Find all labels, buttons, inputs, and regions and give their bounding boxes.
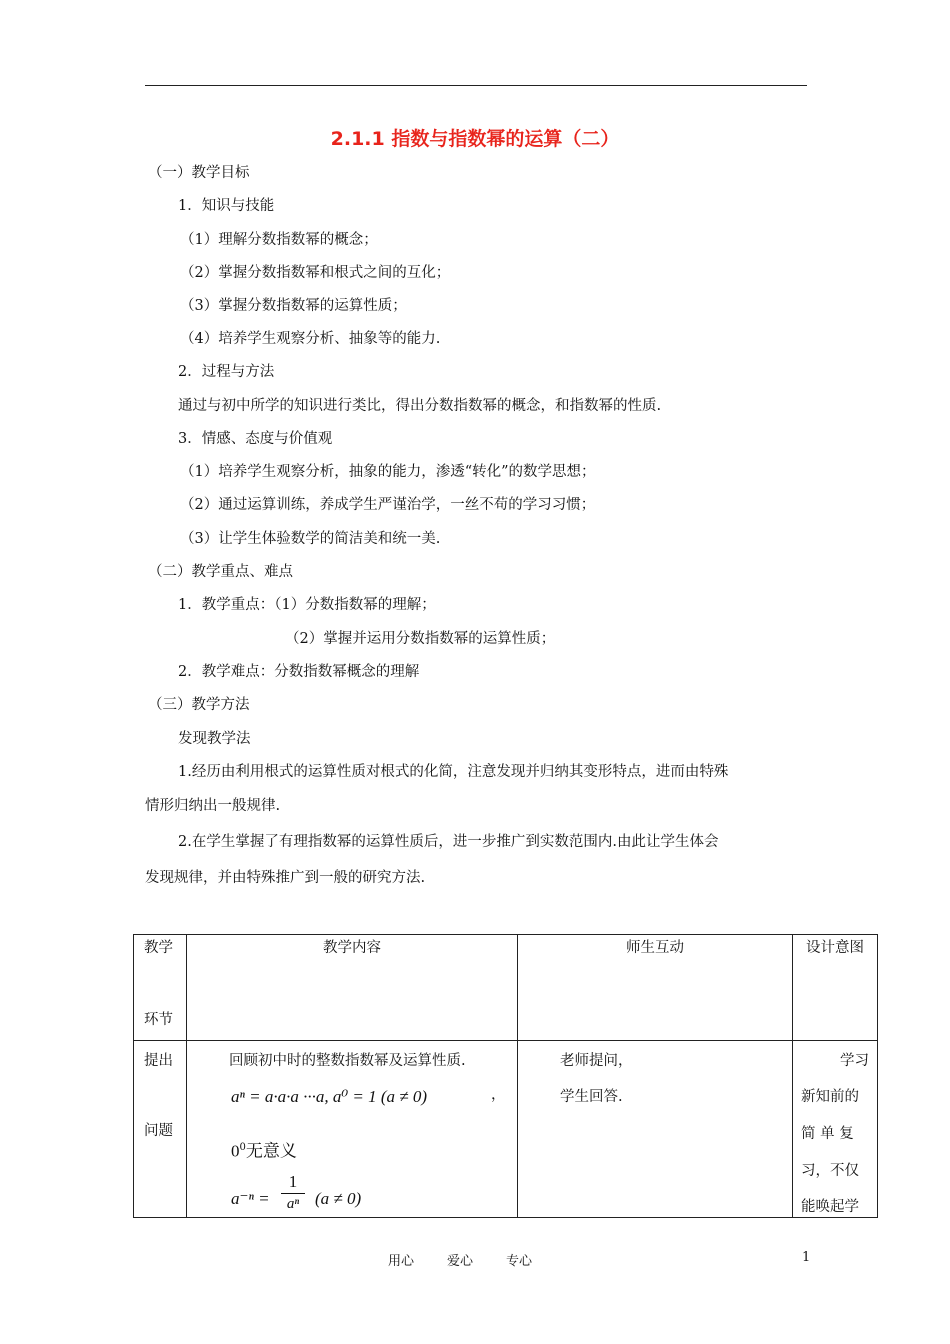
- row1-interaction-line2: 学生回答.: [560, 1089, 623, 1105]
- formula-zero-power: [231, 1138, 297, 1162]
- header-rule: [145, 85, 807, 86]
- paragraph: 发现规律，并由特殊推广到一般的研究方法.: [145, 870, 426, 886]
- list-item: （4）培养学生观察分析、抽象等的能力.: [180, 331, 441, 347]
- footer-motto-3: 专心: [506, 1254, 533, 1269]
- section-methods: （三）教学方法: [148, 697, 250, 713]
- header-content: 教学内容: [323, 940, 381, 956]
- list-item: （1）理解分数指数幂的概念；: [180, 232, 378, 248]
- lesson-table: [133, 934, 878, 1218]
- header-cell-content: [187, 935, 518, 1041]
- list-item: （2）通过运算训练，养成学生严谨治学，一丝不苟的学习习惯；: [180, 497, 596, 513]
- paragraph: 2.在学生掌握了有理指数幂的运算性质后，进一步推广到实数范围内.由此让学生体会: [178, 834, 719, 850]
- header-cell-interaction: [518, 935, 793, 1041]
- page-number: 1: [802, 1250, 811, 1265]
- formula-comma: ，: [491, 1087, 506, 1103]
- fraction-denominator: aⁿ: [286, 1196, 300, 1212]
- table-header-row: [134, 935, 878, 1041]
- row1-interaction-line1: 老师提问，: [560, 1053, 633, 1069]
- row1-intent-line2: 新知前的: [801, 1089, 859, 1105]
- paragraph: 通过与初中所学的知识进行类比，得出分数指数幂的概念，和指数幂的性质.: [178, 398, 662, 414]
- formula-integer-power: aⁿ = a·a·a ···a, a⁰ = 1 (a ≠ 0): [231, 1087, 428, 1106]
- zero-base: 0: [231, 1141, 240, 1161]
- header-cell-link: [134, 935, 187, 1041]
- zero-exponent: 0: [239, 1142, 246, 1153]
- footer-motto-2: 爱心: [447, 1254, 474, 1269]
- paragraph: 1.经历由利用根式的运算性质对根式的化简，注意发现并归纳其变形特点，进而由特殊: [178, 764, 729, 780]
- list-item: （3）掌握分数指数幂的运算性质；: [180, 298, 407, 314]
- row1-link-line2: 问题: [144, 1123, 173, 1139]
- formula-negative-power-left: a⁻ⁿ =: [231, 1189, 270, 1208]
- difficult-point: 2．教学难点：分数指数幂概念的理解: [178, 664, 420, 680]
- header-intent: 设计意图: [806, 940, 864, 956]
- formula-negative-power-condition: (a ≠ 0): [315, 1189, 362, 1208]
- row1-content-text: 回顾初中时的整数指数幂及运算性质.: [229, 1053, 466, 1069]
- header-link-line2: 环节: [144, 1012, 173, 1028]
- row1-link-line1: 提出: [144, 1053, 173, 1069]
- key-point-2: （2）掌握并运用分数指数幂的运算性质；: [285, 631, 556, 647]
- list-item: （1）培养学生观察分析，抽象的能力，渗透“转化”的数学思想；: [180, 464, 596, 480]
- row1-intent-line1: 学习: [840, 1053, 869, 1069]
- row1-cell-interaction: [518, 1041, 793, 1218]
- paragraph: 发现教学法: [178, 731, 251, 747]
- paragraph: 情形归纳出一般规律.: [145, 798, 281, 814]
- row1-cell-content: [187, 1041, 518, 1218]
- table-row: [134, 1041, 878, 1218]
- row1-cell-link: [134, 1041, 187, 1218]
- fraction-bar: [281, 1193, 305, 1194]
- heading-process-method: 2．过程与方法: [178, 364, 275, 380]
- heading-attitude-values: 3．情感、态度与价值观: [178, 431, 333, 447]
- header-cell-intent: [793, 935, 878, 1041]
- footer-motto-1: 用心: [388, 1254, 415, 1269]
- row1-cell-intent: [793, 1041, 878, 1218]
- row1-intent-line5: 能唤起学: [801, 1199, 859, 1215]
- row1-intent-line4: 习，不仅: [801, 1163, 859, 1179]
- list-item: （3）让学生体验数学的简洁美和统一美.: [180, 531, 441, 547]
- section-key-points: （二）教学重点、难点: [148, 564, 293, 580]
- fraction-numerator: 1: [288, 1172, 298, 1191]
- zero-power-text: 无意义: [245, 1141, 297, 1162]
- header-interaction: 师生互动: [626, 940, 684, 956]
- row1-intent-line3: 简 单 复: [801, 1126, 854, 1142]
- header-link-line1: 教学: [144, 940, 173, 956]
- heading-knowledge-skills: 1．知识与技能: [178, 198, 275, 214]
- page-title: 2.1.1 指数与指数幂的运算（二）: [330, 128, 620, 150]
- list-item: （2）掌握分数指数幂和根式之间的互化；: [180, 265, 451, 281]
- key-point-1: 1．教学重点：（1）分数指数幂的理解；: [178, 597, 436, 613]
- section-objectives: （一）教学目标: [148, 165, 250, 181]
